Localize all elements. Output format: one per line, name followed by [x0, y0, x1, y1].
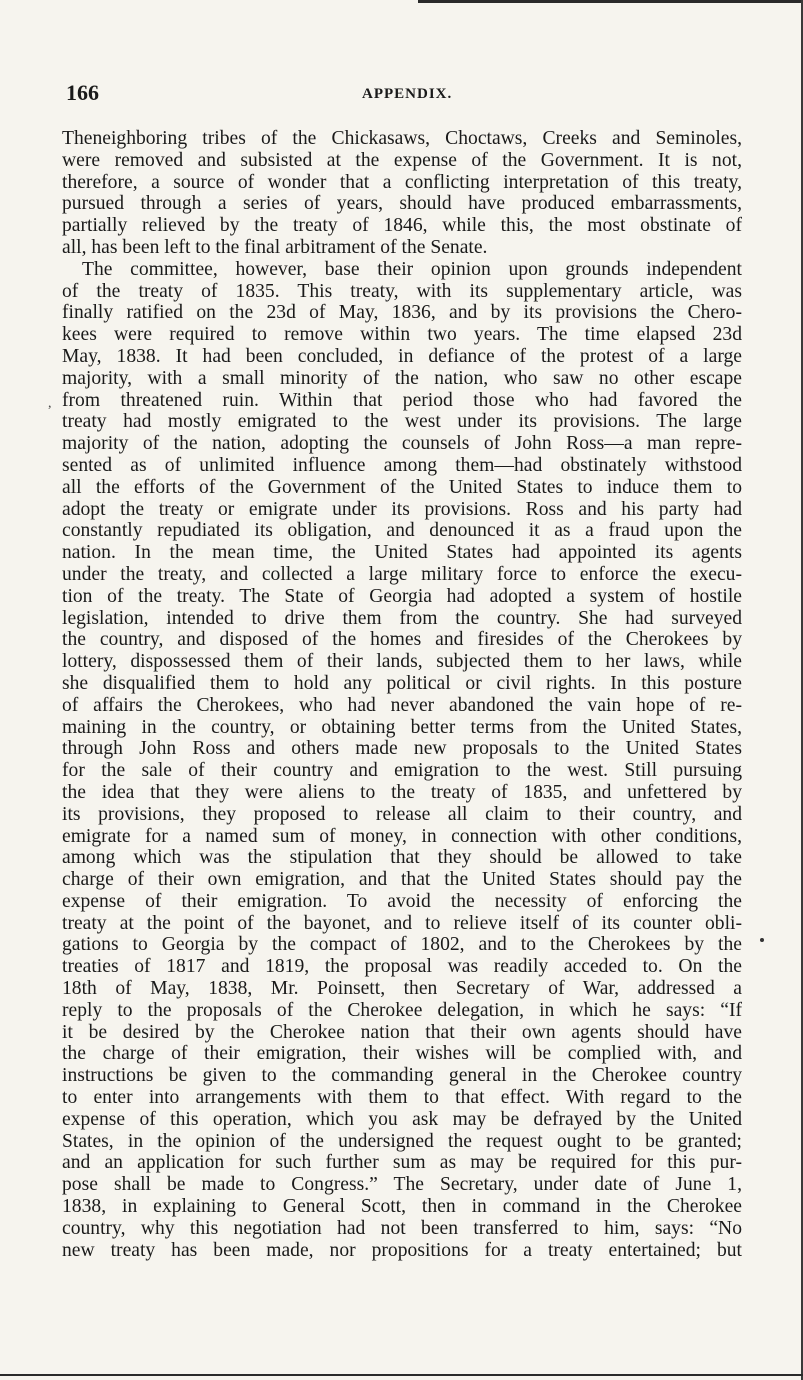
text-line: reply to the proposals of the Cherokee delegation, in which he says: “If — [62, 999, 742, 1021]
text-line: treaty at the point of the bayonet, and to relieve itself of its counter obli- — [62, 912, 742, 934]
text-line: pose shall be made to Congress.” The Secretary, under date of June 1, — [62, 1174, 742, 1196]
text-line: May, 1838. It had been concluded, in defiance of the protest of a large — [62, 345, 742, 367]
stray-dot — [760, 938, 764, 942]
stray-mark: , — [48, 396, 52, 411]
text-line: emigrate for a named sum of money, in connection with other conditions, — [62, 825, 742, 847]
text-line: gations to Georgia by the compact of 1802, and to the Cherokees by the — [62, 934, 742, 956]
text-line: lottery, dispossessed them of their lands, subjected them to her laws, while — [62, 651, 742, 673]
text-line: majority, with a small minority of the nation, who saw no other escape — [62, 367, 742, 389]
paragraph — [62, 128, 742, 259]
text-line: country, why this negotiation had not been transferred to him, says: “No — [62, 1217, 742, 1239]
text-line: of affairs the Cherokees, who had never abandoned the vain hope of re- — [62, 694, 742, 716]
text-line: The committee, however, base their opinion upon grounds independent — [82, 258, 742, 280]
text-line: finally ratified on the 23d of May, 1836, and by its provisions the Chero- — [62, 302, 742, 324]
text-line: pursued through a series of years, should have produced embarrassments, — [62, 193, 742, 215]
text-line: tion of the treaty. The State of Georgia had adopted a system of hostile — [62, 585, 742, 607]
text-line: maining in the country, or obtaining better terms from the United States, — [62, 716, 742, 738]
text-line: all the efforts of the Government of the United States to induce them to — [62, 476, 742, 498]
text-line: it be desired by the Cherokee nation that their own agents should have — [62, 1021, 742, 1043]
page-number: 166 — [66, 80, 99, 105]
text-line: 18th of May, 1838, Mr. Poinsett, then Secretary of War, addressed a — [62, 978, 742, 1000]
text-line: constantly repudiated its obligation, and denounced it as a fraud upon the — [62, 520, 742, 542]
text-line: instructions be given to the commanding general in the Cherokee country — [62, 1065, 742, 1087]
text-line: nation. In the mean time, the United States had appointed its agents — [62, 542, 742, 564]
text-line: Theneighboring tribes of the Chickasaws, Choctaws, Creeks and Seminoles, — [62, 128, 742, 149]
text-line: among which was the stipulation that they should be allowed to take — [62, 847, 742, 869]
text-line: treaties of 1817 and 1819, the proposal was readily acceded to. On the — [62, 956, 742, 978]
text-line: through John Ross and others made new proposals to the United States — [62, 738, 742, 760]
text-line: partially relieved by the treaty of 1846, while this, the most obstinate of — [62, 215, 742, 237]
text-line: legislation, intended to drive them from the country. She had surveyed — [62, 607, 742, 629]
text-line: the country, and disposed of the homes and firesides of the Cherokees by — [62, 629, 742, 651]
body-text — [62, 128, 742, 1261]
text-line: under the treaty, and collected a large military force to enforce the execu- — [62, 563, 742, 585]
running-head: APPENDIX. — [362, 86, 453, 102]
text-line: States, in the opinion of the undersigned the request ought to be granted; — [62, 1130, 742, 1152]
text-line: 1838, in explaining to General Scott, then in command in the Cherokee — [62, 1196, 742, 1218]
text-line: to enter into arrangements with them to that effect. With regard to the — [62, 1087, 742, 1109]
text-line: and an application for such further sum as may be required for this pur- — [62, 1152, 742, 1174]
text-line: expense of their emigration. To avoid the necessity of enforcing the — [62, 890, 742, 912]
text-line: treaty had mostly emigrated to the west under its provisions. The large — [62, 411, 742, 433]
text-line: for the sale of their country and emigration to the west. Still pursuing — [62, 760, 742, 782]
text-line: the idea that they were aliens to the treaty of 1835, and unfettered by — [62, 781, 742, 803]
text-line: charge of their own emigration, and that the United States should pay the — [62, 869, 742, 891]
paragraph — [62, 259, 742, 1262]
text-line: she disqualified them to hold any political or civil rights. In this posture — [62, 672, 742, 694]
text-line: were removed and subsisted at the expense of the Government. It is not, — [62, 149, 742, 171]
text-line: new treaty has been made, nor propositions for a treaty entertained; but — [62, 1239, 742, 1261]
text-line: from threatened ruin. Within that period those who had favored the — [62, 389, 742, 411]
text-line: all, has been left to the final arbitrament of the Senate. — [62, 236, 488, 258]
text-line: adopt the treaty or emigrate under its provisions. Ross and his party had — [62, 498, 742, 520]
text-line: therefore, a source of wonder that a conflicting interpretation of this treaty, — [62, 171, 742, 193]
text-line: majority of the nation, adopting the counsels of John Ross—a man repre- — [62, 433, 742, 455]
text-line: of the treaty of 1835. This treaty, with its supplementary article, was — [62, 280, 742, 302]
top-border-rule — [418, 0, 803, 3]
text-line: sented as of unlimited influence among them—had obstinately withstood — [62, 454, 742, 476]
text-line: the charge of their emigration, their wishes will be complied with, and — [62, 1043, 742, 1065]
text-line: expense of this operation, which you ask may be defrayed by the United — [62, 1108, 742, 1130]
text-line: its provisions, they proposed to release all claim to their country, and — [62, 803, 742, 825]
text-line: kees were required to remove within two years. The time elapsed 23d — [62, 324, 742, 346]
bottom-border-rule — [0, 1374, 803, 1376]
page-header — [66, 80, 746, 108]
